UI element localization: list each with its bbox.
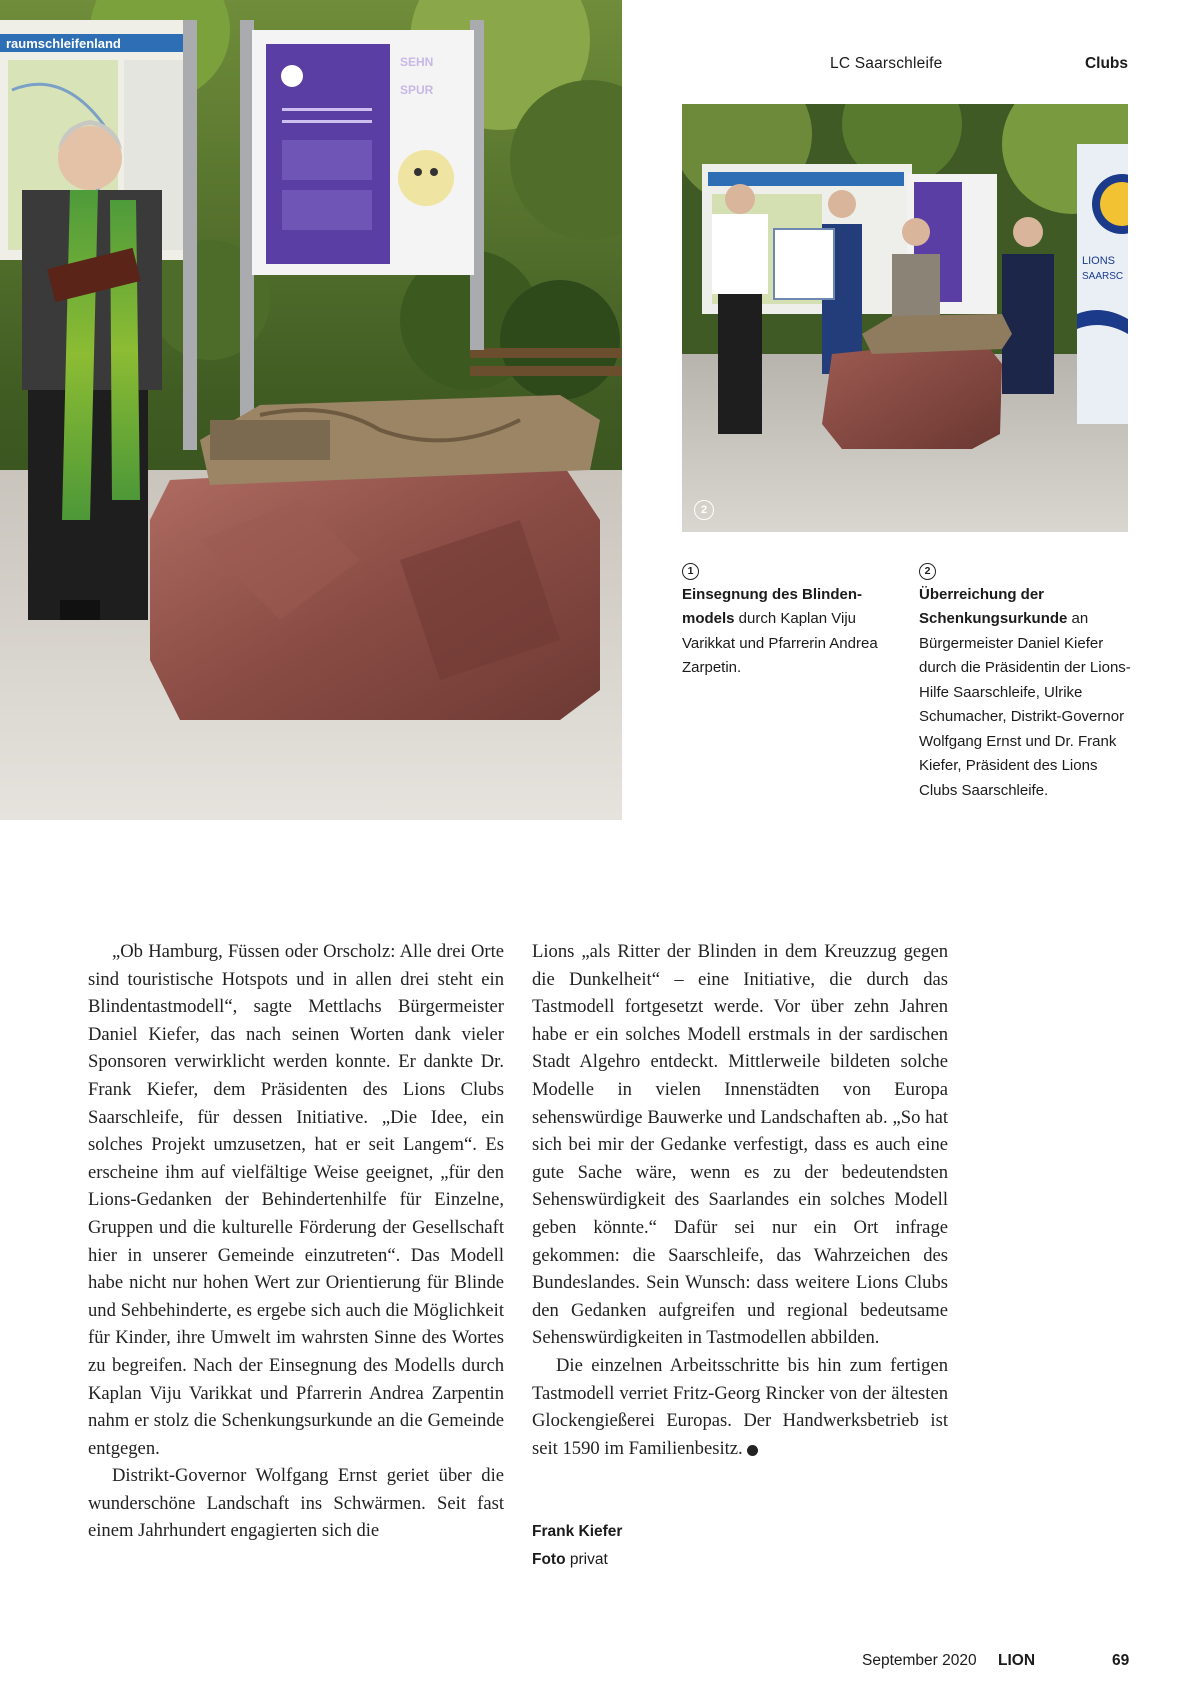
caption-number: 1	[682, 563, 699, 580]
author-name: Frank Kiefer	[532, 1523, 623, 1540]
page-number: 69	[1112, 1652, 1130, 1669]
caption-text: an Bürgermeister Daniel Kiefer durch die Präsidentin der Lions-Hilfe Saarschleife, Ulrike Schumacher, Distrikt-Governor Wolfgang Ernst und Dr. Frank Kiefer, Präsident des Lions Clubs Saarschleife.	[919, 610, 1131, 799]
end-mark-icon: L	[747, 1445, 758, 1456]
sign-right-text-2: SPUR	[400, 83, 434, 97]
caption-text: durch Kaplan Viju Varikkat und Pfarrerin Andrea Zarpetin.	[682, 610, 878, 676]
sign-left-text: raumschleifenland	[6, 36, 121, 51]
footer-magazine: LION	[998, 1652, 1036, 1669]
paragraph: Lions „als Ritter der Blinden in dem Kreuzzug gegen die Dunkelheit“ – eine Initiative, die durch das Tastmodell fortgesetzt werde. Vor über zehn Jahren habe er ein solches Modell erstmals in der sardischen Stadt Algehro entdeckt. Mittlerweile bildeten solche Modelle in vielen Innenstädten von Europa sehenswürdige Bauwerke und Landschaften ab. „So hat sich bei mir der Gedanke verfestigt, dass es auch eine gute Sache wäre, wenn es zu der bedeutendsten Sehenswürdigkeit des Saarlandes ein solches Modell geben könnte.“ Dafür sei nur ein Ort infrage gekommen: die Saarschleife, das Wahrzeichen des Bundeslandes. Sein Wunsch: dass weitere Lions Clubs den Gedanken aufgreifen und regional bedeutsame Sehenswürdigkeiten in Tastmodellen abbilden.	[532, 941, 948, 1349]
caption-title: Einsegnung des Blinden-models	[682, 585, 863, 627]
photo-handover	[682, 104, 1128, 532]
credits	[532, 1518, 622, 1574]
paragraph: Die einzelnen Arbeitsschritte bis hin zum fertigen Tastmodell verriet Fritz-Georg Rincker von der ältesten Glockengießerei Europas. Der Handwerksbetrieb ist seit 1590 im Familienbesitz.	[532, 1354, 948, 1459]
article-column-1	[88, 938, 504, 1545]
banner-text-1: LIONS	[1082, 255, 1116, 267]
caption-title: Überreichung der Schenkungsurkunde	[919, 585, 1068, 627]
photo-blessing	[0, 0, 622, 820]
category-label: Clubs	[1084, 55, 1128, 72]
photo-blessing-illustration	[0, 0, 622, 820]
sign-right-text-1: SEHN	[400, 55, 434, 69]
section-title: LC Saarschleife	[830, 55, 943, 72]
photo-handover-illustration	[682, 104, 1128, 532]
banner-text-2: SAARSC	[1082, 271, 1124, 282]
caption-1	[682, 558, 892, 681]
paragraph: „Ob Hamburg, Füssen oder Orscholz: Alle drei Orte sind touristische Hotspots und in allen drei steht ein Blindentastmodell“, sagte Mettlachs Bürgermeister Daniel Kiefer, das nach seinen Worten dank vieler Sponsoren verwirklicht werden konnte. Er dankte Dr. Frank Kiefer, dem Präsidenten des Lions Clubs Saarschleife, für dessen Initiative. „Die Idee, ein solches Projekt umzusetzen, hat er seit Langem“. Es erscheine ihm auf vielfältige Weise geeignet, „für den Lions-Gedanken der Behindertenhilfe für Einzelne, Gruppen und die kulturelle Förderung der Gesellschaft hier in unserer Gemeinde einzutreten“. Das Modell habe nicht nur hohen Wert zur Orientierung für Blinde und Sehbehinderte, es ergebe sich auch die Möglichkeit für Kinder, ihre Umwelt im wahrsten Sinne des Wortes zu begreifen. Nach der Einsegnung des Modells durch Kaplan Viju Varikkat und Pfarrerin Andrea Zarpentin nahm er stolz die Schenkungsurkunde an die Gemeinde entgegen.	[88, 941, 504, 1459]
photo-number-badge: 2	[694, 500, 714, 520]
photo-credit-label: Foto	[532, 1551, 566, 1568]
photo-credit-value: privat	[565, 1551, 608, 1568]
caption-2	[919, 558, 1131, 803]
article-column-2	[532, 938, 948, 1462]
paragraph: Distrikt-Governor Wolfgang Ernst geriet über die wunderschöne Landschaft ins Schwärmen. Seit fast einem Jahrhundert engagierten sich die	[88, 1465, 504, 1542]
footer-issue: September 2020	[862, 1652, 977, 1669]
caption-number: 2	[919, 563, 936, 580]
